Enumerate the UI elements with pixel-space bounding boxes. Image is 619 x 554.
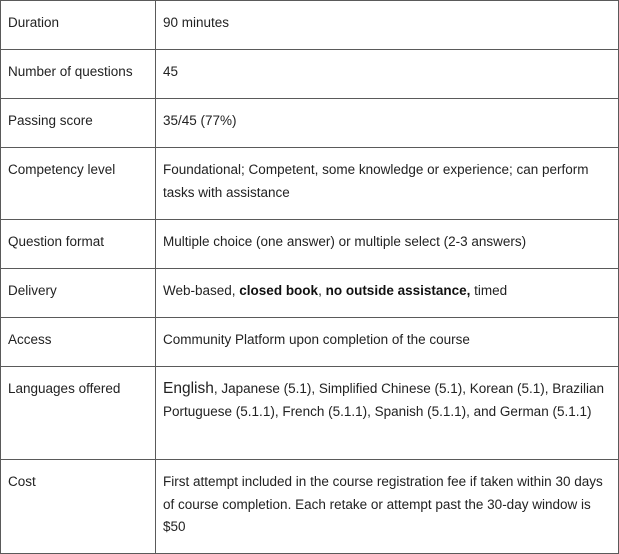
row-label: Number of questions — [1, 50, 156, 99]
table-row — [1, 1, 619, 50]
value-emphasis: no outside assistance, — [325, 283, 471, 298]
value-text: English — [163, 380, 214, 397]
table-row — [1, 50, 619, 99]
row-value: 35/45 (77%) — [156, 99, 619, 148]
row-label: Competency level — [1, 148, 156, 220]
value-text: timed — [470, 283, 508, 298]
row-value — [156, 269, 619, 318]
table-row — [1, 367, 619, 460]
table-row — [1, 220, 619, 269]
table-row — [1, 148, 619, 220]
value-emphasis: closed book — [239, 283, 319, 298]
table-row — [1, 460, 619, 554]
row-label: Passing score — [1, 99, 156, 148]
row-value: 90 minutes — [156, 1, 619, 50]
row-label: Question format — [1, 220, 156, 269]
value-text: Web-based, — [163, 283, 240, 298]
row-value: First attempt included in the course registration fee if taken within 30 days of course completion. Each retake or attempt past the 30-day window is $50 — [156, 460, 619, 554]
table-row — [1, 99, 619, 148]
table-row — [1, 318, 619, 367]
row-value: 45 — [156, 50, 619, 99]
row-value: Foundational; Competent, some knowledge or experience; can perform tasks with assistance — [156, 148, 619, 220]
value-text: , Japanese (5.1), Simplified Chinese (5.1), Korean (5.1), Brazilian Portuguese (5.1.1), French (5.1.1), Spanish (5.1.1), and German (5.1.1) — [163, 381, 605, 419]
row-label: Languages offered — [1, 367, 156, 460]
row-label: Access — [1, 318, 156, 367]
table-row — [1, 269, 619, 318]
row-label: Duration — [1, 1, 156, 50]
value-text: , — [318, 283, 326, 298]
row-value: Community Platform upon completion of the course — [156, 318, 619, 367]
row-value: Multiple choice (one answer) or multiple select (2-3 answers) — [156, 220, 619, 269]
row-label: Delivery — [1, 269, 156, 318]
row-value — [156, 367, 619, 460]
row-label: Cost — [1, 460, 156, 554]
